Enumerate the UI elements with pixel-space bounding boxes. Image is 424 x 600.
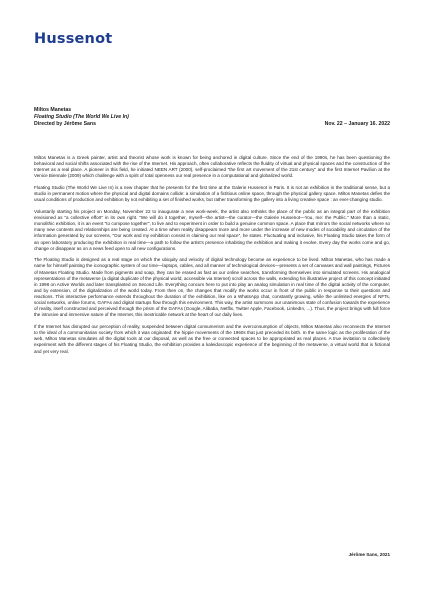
paragraph-public: Voluntarily starting his project on Monday, November 22 to inaugurate a new work-week, the artist also rethinks the place of the public as an integral part of the exhibition envisioned as "a collective effort" in its own right. "We will do it together, myself—the artist—the curator—the Galerie Hussenot—You, me: the Public." More than a static, monolithic exhibition, it is an event "to compose together", to live and to experiment in order to build a genuine common space. A place that mirrors the social networks where so many new contents and relationships are being created. At a time when reality disappears more and more under the increase of new modes of sociability and circulation of the information generated by our screens, "Our work and my exhibition consist in claiming our real space", he states. Fluctuating and inclusive, his Floating Studio takes the form of an open laboratory producing the exhibition in real time—a path to follow the artist's presence inhabiting the exhibition and making it evolve. Every day the works come and go, change or disappear as on a news feed open to all new configurations. [34,208,390,251]
author-signature: Jérôme Sans, 2021 [348,552,390,557]
exhibition-dates: Nov. 22 – January 16. 2022 [324,121,390,127]
paragraph-stage: The Floating Studio is designed as a real stage on which the ubiquity and velocity of digital technology become an experience to be lived. Miltos Manetas, who has made a name for himself painting the iconographic system of our time—laptops, cables, and all manner of technological devices—presents a set of canvases and wall paintings, Pictures of Manetas Floating Studio. Made from pigments and soap, they can be erased as fast as our online searches, transforming themselves into simulated screens. His analogical representations of the metaverse (a digital duplicate of the physical world, accessible via Internet) scroll across the walls, extending his illustrative project of this concept initiated in 1998 on Active Worlds and later transplanted on Second Life. Everything concurs here to put into play an analog simulation in real time of the digital activity of the computer, and by extension, of the digitalization of the world today. From then on, the changes that modify the works occur in front of the public in response to their questions and reactions. This interactive performance extends throughout the duration of the exhibition, like on a WhatsApp chat, constantly growing, while the unlimited energies of NFTs, social networks, online forums, GAFAs and digital startups flow through this environment. This way, the artist summons our unanimous state of confusion towards the experience of reality, itself constructed and perceived through the prism of the GAFAs (Google, Alibaba, Netflix, Twitter Apple, Facebook, LinkedIn, ...). Thus, the project brings with full force the intrusive and immersive nature of the Internet, this inextricable network at the heart of our daily lives. [34,257,390,318]
paragraph-intro: Miltos Manetas is a Greek painter, artist and theorist whose work is known for being anchored in digital culture. Since the end of the 1990s, he has been questioning the behavioral and social shifts associated with the rise of the Internet. His approach, often collaborative reflects the fluidity of virtual and physical spaces and the construction of the Internet as a real place. A pioneer in this field, he initiated NEEN ART (2000), self-proclaimed "the first art movement of the 21st century" and the first Internet Pavilion at the Venice Biennale (2009) which challenge with a spirit of total openness our real presence in a computational and globalized world. [34,155,390,179]
curator-credit: Directed by Jérôme Sans [34,121,96,127]
artist-name: Miltos Manetas [34,107,72,113]
paragraph-conclusion: If the Internet has disrupted our perception of reality, suspended between digital consumerism and the overconsumption of objects, Miltos Manetas also reconnects the Internet to the ideal of a communitarian society from which it was originated: the hippie movements of the 1960s that just preceded its birth. In the same logic as the proliferation of the web, Miltos Manetas simulates all the digital tools at our disposal, as well as the free or connected spaces to be appropriated as real places. A true invitation to collectively experiment with the different stages of his Floating Studio, the exhibition provides a kaleidoscopic experience of the beginning of the metaverse, a virtual world that is fictional and yet very real. [34,324,390,354]
gallery-logo: Hussenot [34,31,113,47]
paragraph-concept: Floating Studio (The World We Live In) is a new chapter that he presents for the first time at the Galerie Hussenot in Paris. It is not an exhibition in the traditional sense, but a studio in permanent motion where the physical and digital domains collide: a simulation of a fictitious online space, through the physical gallery space. Miltos Manetas defies the usual conditions of production and exhibition by not exhibiting a set of finished works, but rather transforming the gallery into a living creative space : an ever-changing studio. [34,185,390,203]
press-release-header [34,107,390,128]
press-release-body [34,155,390,360]
exhibition-title: Floating Studio (The World We Live In) [34,114,129,120]
